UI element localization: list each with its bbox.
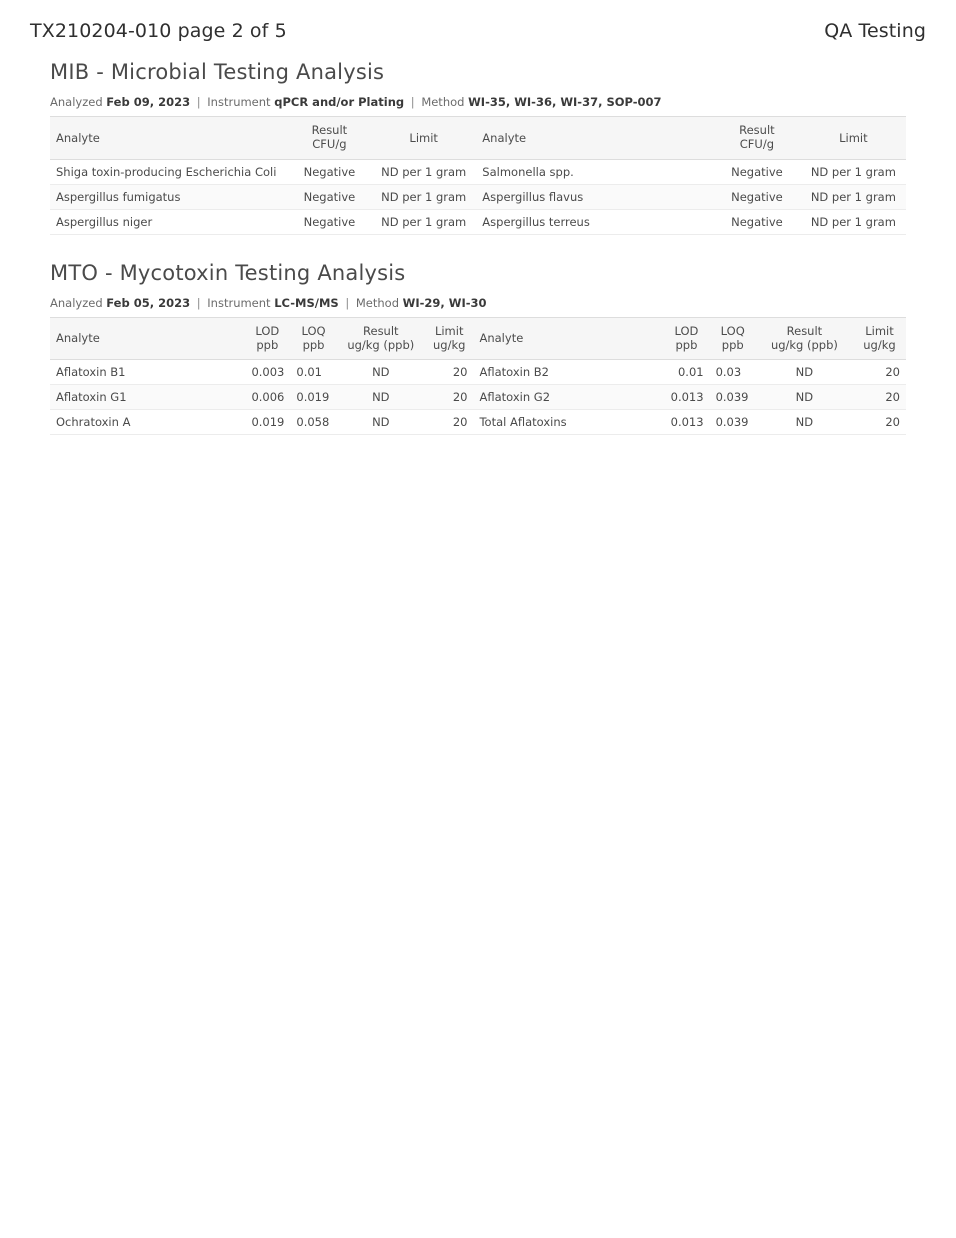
cell-limit-2: ND per 1 gram: [801, 209, 906, 234]
analyzed-value-mib: Feb 09, 2023: [106, 95, 191, 109]
cell-result-2: Negative: [713, 209, 801, 234]
cell-analyte-2: Aspergillus terreus: [476, 209, 713, 234]
analyzed-value-mto: Feb 05, 2023: [106, 295, 191, 310]
col-limit-line2: ug/kg: [432, 337, 466, 352]
table-mycotoxin-results: [50, 317, 906, 436]
cell-result: Negative: [288, 184, 371, 209]
cell-lod: 0.003: [244, 360, 290, 385]
col-result-2-line2: CFU/g: [739, 136, 775, 151]
col-result-line1: Result: [363, 323, 399, 338]
cell-limit: ND per 1 gram: [371, 159, 476, 184]
cell-analyte: Shiga toxin-producing Escherichia Coli: [50, 159, 288, 184]
cell-result: Negative: [288, 159, 371, 184]
col-analyte: Analyte: [50, 317, 244, 360]
cell-analyte-2: Total Aflatoxins: [473, 410, 663, 435]
col-lod-line2: ppb: [256, 337, 279, 352]
table-row: [50, 410, 906, 435]
col-loq-2-line2: ppb: [721, 337, 744, 352]
document-page: [0, 0, 956, 435]
cell-limit-2: ND per 1 gram: [801, 159, 906, 184]
col-lod-line1: LOD: [255, 323, 280, 338]
col-result-2: [756, 317, 853, 360]
section-title-mto: MTO - Mycotoxin Testing Analysis: [50, 260, 406, 285]
col-result-line2: CFU/g: [312, 136, 347, 151]
col-limit-2: Limit: [801, 117, 906, 160]
col-limit: Limit: [371, 117, 476, 160]
instrument-value-mib: qPCR and/or Plating: [274, 95, 405, 109]
table-header-row: [50, 317, 906, 360]
organization-name: QA Testing: [824, 20, 926, 42]
cell-result: ND: [337, 410, 425, 435]
section-meta-mto: [50, 295, 906, 311]
instrument-value-mto: LC-MS/MS: [274, 295, 339, 310]
cell-limit: ND per 1 gram: [371, 209, 476, 234]
document-id: TX210204-010 page 2 of 5: [30, 20, 287, 42]
cell-lod-2: 0.013: [663, 385, 709, 410]
table-row: [50, 159, 906, 184]
method-value-mib: WI-35, WI-36, WI-37, SOP-007: [468, 95, 662, 109]
table-row: [50, 209, 906, 234]
col-result: [337, 317, 425, 360]
table-header-row: [50, 117, 906, 160]
cell-analyte: Aflatoxin B1: [50, 360, 244, 385]
col-result-2-line2: ug/kg (ppb): [770, 337, 838, 352]
document-header: [30, 20, 926, 42]
cell-analyte: Aspergillus fumigatus: [50, 184, 288, 209]
meta-separator: |: [410, 95, 415, 109]
section-title-mib: MIB - Microbial Testing Analysis: [50, 60, 385, 84]
col-analyte-2: Analyte: [476, 117, 713, 160]
cell-lod-2: 0.013: [663, 410, 709, 435]
col-loq-2-line1: LOQ: [720, 323, 745, 338]
table-microbial-results: [50, 116, 906, 235]
cell-result-2: Negative: [713, 184, 801, 209]
col-limit-2-line2: ug/kg: [863, 337, 896, 352]
col-result-2-line1: Result: [786, 323, 823, 338]
cell-limit: 20: [425, 410, 474, 435]
cell-limit-2: 20: [853, 410, 906, 435]
analyzed-label-mib: Analyzed: [50, 95, 103, 109]
method-label-mto: Method: [355, 295, 400, 310]
cell-lod: 0.006: [244, 385, 290, 410]
table-body-mib: [50, 159, 906, 234]
col-analyte: Analyte: [50, 117, 288, 160]
cell-loq-2: 0.03: [710, 360, 756, 385]
cell-limit: 20: [425, 360, 474, 385]
cell-loq-2: 0.039: [710, 385, 756, 410]
col-lod-2-line2: ppb: [675, 337, 698, 352]
cell-lod: 0.019: [244, 410, 290, 435]
cell-result: ND: [337, 360, 425, 385]
cell-lod-2: 0.01: [663, 360, 709, 385]
cell-analyte: Ochratoxin A: [50, 410, 244, 435]
cell-limit-2: 20: [853, 360, 906, 385]
cell-analyte-2: Aflatoxin G2: [473, 385, 663, 410]
col-result-2-line1: Result: [739, 123, 775, 138]
cell-analyte: Aspergillus niger: [50, 209, 288, 234]
section-microbial-testing: [30, 60, 926, 235]
meta-separator: |: [196, 295, 201, 310]
col-result-line1: Result: [311, 123, 348, 138]
cell-loq: 0.058: [290, 410, 336, 435]
cell-analyte: Aflatoxin G1: [50, 385, 244, 410]
cell-result-2: ND: [756, 410, 853, 435]
table-body-mto: [50, 360, 906, 435]
cell-limit-2: ND per 1 gram: [801, 184, 906, 209]
col-result: [288, 117, 371, 160]
cell-loq: 0.01: [290, 360, 336, 385]
col-analyte-2: Analyte: [473, 317, 663, 360]
table-row: [50, 360, 906, 385]
cell-result-2: ND: [756, 360, 853, 385]
section-meta-mib: [50, 94, 906, 110]
cell-limit: 20: [425, 385, 474, 410]
col-loq-line1: LOQ: [301, 323, 326, 338]
col-limit-2: [853, 317, 906, 360]
table-row: [50, 385, 906, 410]
col-limit-2-line1: Limit: [865, 323, 894, 338]
cell-loq: 0.019: [290, 385, 336, 410]
section-mycotoxin-testing: [30, 261, 926, 436]
col-limit-line1: Limit: [434, 323, 464, 338]
cell-limit: ND per 1 gram: [371, 184, 476, 209]
cell-result: Negative: [288, 209, 371, 234]
meta-separator: |: [345, 295, 350, 310]
instrument-label-mto: Instrument: [207, 295, 271, 310]
col-loq: [290, 317, 336, 360]
col-result-2: [713, 117, 801, 160]
analyzed-label-mto: Analyzed: [50, 295, 103, 310]
col-lod: [244, 317, 290, 360]
meta-separator: |: [196, 95, 201, 109]
cell-result: ND: [337, 385, 425, 410]
col-result-line2: ug/kg (ppb): [347, 337, 415, 352]
col-lod-2: [663, 317, 709, 360]
col-loq-2: [710, 317, 756, 360]
table-head-mto: [50, 317, 906, 360]
table-row: [50, 184, 906, 209]
col-loq-line2: ppb: [302, 337, 325, 352]
cell-result-2: ND: [756, 385, 853, 410]
method-value-mto: WI-29, WI-30: [402, 295, 487, 310]
cell-analyte-2: Salmonella spp.: [476, 159, 713, 184]
cell-analyte-2: Aflatoxin B2: [473, 360, 663, 385]
instrument-label-mib: Instrument: [207, 95, 271, 109]
method-label-mib: Method: [421, 95, 465, 109]
cell-loq-2: 0.039: [710, 410, 756, 435]
col-lod-2-line1: LOD: [674, 323, 699, 338]
cell-result-2: Negative: [713, 159, 801, 184]
col-limit: [425, 317, 474, 360]
cell-analyte-2: Aspergillus flavus: [476, 184, 713, 209]
cell-limit-2: 20: [853, 385, 906, 410]
table-head-mib: [50, 117, 906, 160]
